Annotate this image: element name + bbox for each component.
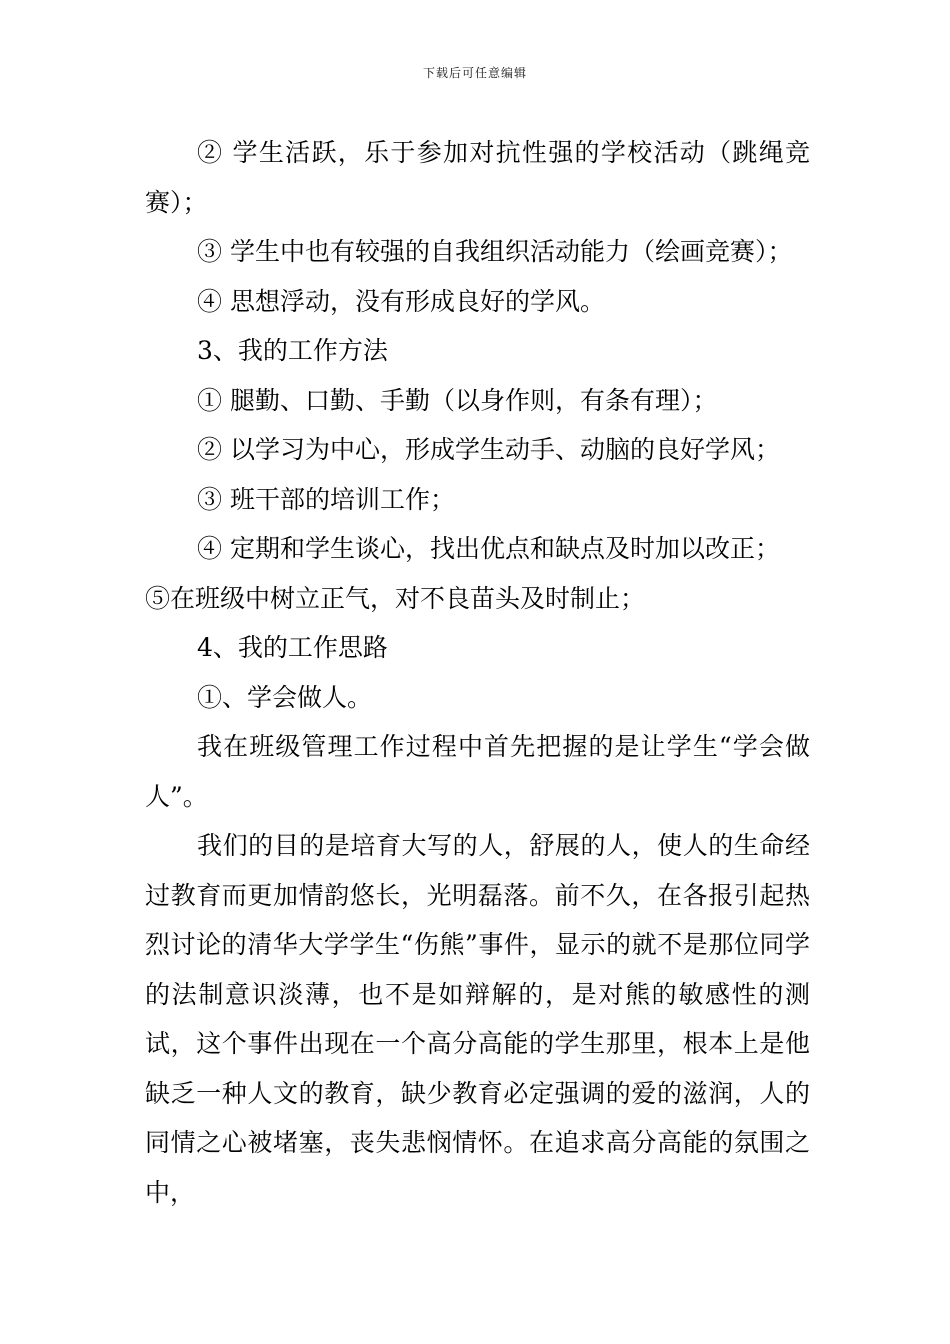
page-header-note: 下载后可任意编辑 [422, 66, 527, 80]
body-paragraph-education-goal: 我们的目的是培育大写的人，舒展的人，使人的生命经过教育而更加情韵悠长，光明磊落。前不久，在各报引起热烈讨论的清华大学学生“伤熊”事件，显示的就不是那位同学的法制意识淡薄，也不是如辩解的，是对熊的敏感性的测试，这个事件出现在一个高分高能的学生那里，根本上是他缺乏一种人文的教育，缺少教育必定强调的爱的滋润，人的同情之心被堵塞，丧失悲悯情怀。在追求高分高能的氛围之中， [145, 831, 810, 1207]
list-item-students-active: ② 学生活跃，乐于参加对抗性强的学校活动（跳绳竞赛）； [145, 138, 810, 217]
list-item-study-atmosphere: ④ 思想浮动，没有形成良好的学风。 [197, 286, 605, 316]
list-item-cadre-training: ③ 班干部的培训工作； [197, 484, 455, 514]
document-body [145, 128, 810, 1217]
section-heading-work-methods: 3、我的工作方法 [197, 336, 388, 365]
list-item-learning-center: ② 以学习为中心，形成学生动手、动脑的良好学风； [197, 435, 780, 464]
list-item-righteousness: ⑤在班级中树立正气，对不良苗头及时制止； [145, 583, 646, 613]
body-paragraph-class-management: 我在班级管理工作过程中首先把握的是让学生“学会做人”。 [145, 732, 810, 811]
section-heading-work-ideas: 4、我的工作思路 [197, 633, 388, 662]
list-item-regular-talks: ④ 定期和学生谈心，找出优点和缺点及时加以改正； [197, 534, 780, 563]
list-item-self-organization: ③ 学生中也有较强的自我组织活动能力（绘画竞赛）； [197, 237, 793, 266]
list-item-learn-to-be-human: ①、学会做人。 [197, 682, 373, 712]
list-item-diligence: ① 腿勤、口勤、手勤（以身作则，有条有理）； [197, 385, 718, 415]
